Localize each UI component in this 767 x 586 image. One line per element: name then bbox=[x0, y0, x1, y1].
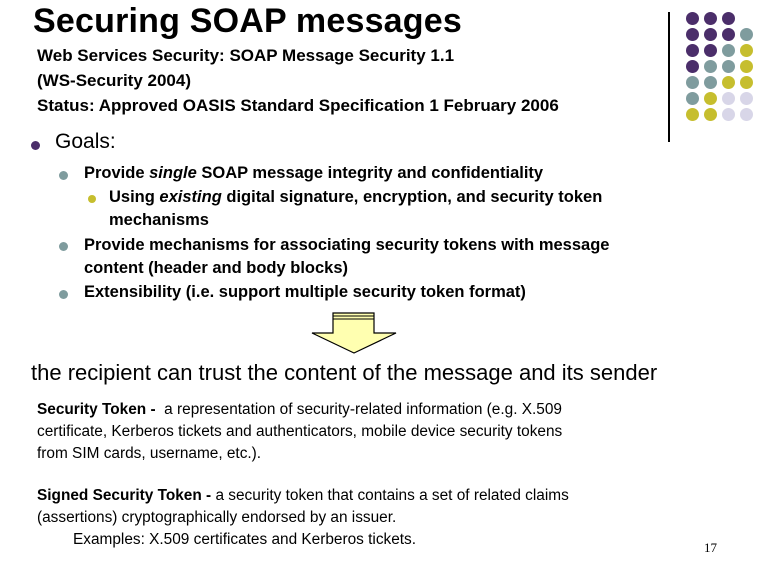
decorative-dot-grid bbox=[680, 8, 766, 128]
grid-dot bbox=[722, 108, 735, 121]
goal-subitem-1-line2: mechanisms bbox=[109, 211, 209, 229]
down-arrow-icon bbox=[310, 311, 400, 355]
goal-item-2-line2: content (header and body blocks) bbox=[84, 259, 349, 277]
grid-dot bbox=[722, 12, 735, 25]
definition-separator: - bbox=[146, 401, 165, 418]
definition-text-line: (assertions) cryptographically endorsed by an issuer. bbox=[37, 509, 397, 526]
grid-dot bbox=[686, 76, 699, 89]
spec-name: Web Services Security: SOAP Message Security 1.1 bbox=[37, 46, 455, 65]
grid-dot bbox=[704, 28, 717, 41]
bullet-dot bbox=[31, 141, 40, 150]
grid-dot bbox=[704, 60, 717, 73]
goal-subitem-1 bbox=[109, 188, 602, 207]
grid-dot bbox=[686, 60, 699, 73]
grid-dot bbox=[722, 92, 735, 105]
goals-heading: Goals: bbox=[55, 130, 116, 153]
grid-dot bbox=[704, 44, 717, 57]
slide-title: Securing SOAP messages bbox=[33, 2, 462, 40]
grid-dot bbox=[686, 28, 699, 41]
definition-separator: - bbox=[201, 487, 216, 504]
grid-dot bbox=[704, 92, 717, 105]
grid-dot bbox=[722, 60, 735, 73]
definition-term: Security Token bbox=[37, 401, 147, 418]
definition-term: Signed Security Token bbox=[37, 487, 202, 504]
grid-dot bbox=[686, 12, 699, 25]
header-divider bbox=[668, 12, 670, 142]
grid-dot bbox=[722, 76, 735, 89]
page-number: 17 bbox=[704, 540, 717, 555]
grid-dot bbox=[704, 108, 717, 121]
subitem-emphasis: existing bbox=[159, 188, 222, 206]
goal-1-text-end: SOAP message integrity and confidentiality bbox=[196, 164, 544, 182]
security-token-definition bbox=[37, 401, 562, 419]
conclusion-statement: the recipient can trust the content of the message and its sender bbox=[31, 360, 658, 385]
subitem-text: Using bbox=[109, 188, 160, 206]
signed-token-definition bbox=[37, 487, 569, 505]
grid-dot bbox=[704, 76, 717, 89]
goal-1-emphasis: single bbox=[149, 164, 197, 182]
spec-status: Status: Approved OASIS Standard Specification 1 February 2006 bbox=[37, 96, 559, 115]
grid-dot bbox=[740, 28, 753, 41]
grid-dot bbox=[686, 108, 699, 121]
definition-text-line: from SIM cards, username, etc.). bbox=[37, 445, 262, 462]
goal-1-text: Provide bbox=[84, 164, 150, 182]
grid-dot bbox=[740, 60, 753, 73]
bullet-dot bbox=[59, 290, 68, 299]
grid-dot bbox=[722, 28, 735, 41]
grid-dot bbox=[740, 76, 753, 89]
goal-item-2: Provide mechanisms for associating security tokens with message bbox=[84, 236, 610, 254]
grid-dot bbox=[704, 12, 717, 25]
grid-dot bbox=[740, 108, 753, 121]
goal-item-3: Extensibility (i.e. support multiple security token format) bbox=[84, 283, 526, 301]
bullet-dot bbox=[59, 242, 68, 251]
bullet-dot bbox=[88, 195, 96, 203]
grid-dot bbox=[740, 92, 753, 105]
spec-version: (WS-Security 2004) bbox=[37, 71, 191, 90]
goal-item-1 bbox=[84, 164, 543, 183]
subitem-text-end: digital signature, encryption, and security token bbox=[221, 188, 603, 206]
definition-examples: Examples: X.509 certificates and Kerberos tickets. bbox=[73, 531, 417, 548]
grid-dot bbox=[686, 92, 699, 105]
bullet-dot bbox=[59, 171, 68, 180]
grid-dot bbox=[686, 44, 699, 57]
definition-text-line: certificate, Kerberos tickets and authenticators, mobile device security tokens bbox=[37, 423, 563, 440]
grid-dot bbox=[740, 44, 753, 57]
grid-dot bbox=[722, 44, 735, 57]
definition-text: a representation of security-related information (e.g. X.509 bbox=[164, 401, 562, 418]
definition-text: a security token that contains a set of related claims bbox=[215, 487, 569, 504]
